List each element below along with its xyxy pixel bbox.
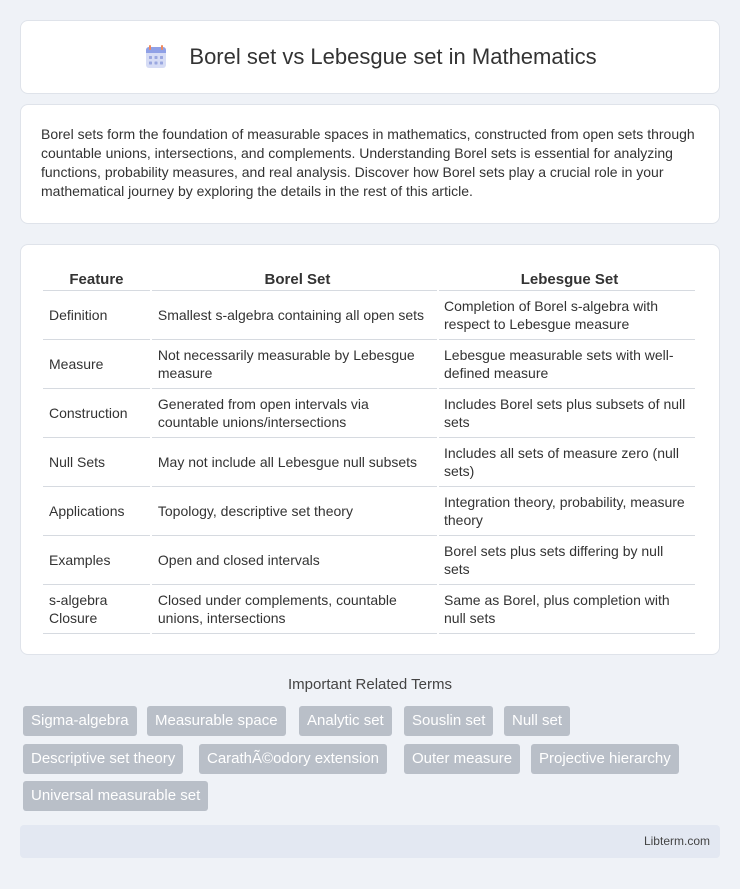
row-borel: Closed under complements, countable unions, intersections — [152, 585, 437, 634]
table-row — [43, 536, 695, 585]
row-borel: Smallest s-algebra containing all open sets — [152, 291, 437, 340]
header-borel: Borel Set — [152, 265, 437, 291]
tag-outer-measure[interactable]: Outer measure — [404, 744, 520, 774]
tag-null-set[interactable]: Null set — [504, 706, 570, 736]
row-borel: Open and closed intervals — [152, 536, 437, 585]
row-lebesgue: Integration theory, probability, measure theory — [439, 487, 695, 536]
row-borel: May not include all Lebesgue null subsets — [152, 438, 437, 487]
tag-descriptive-set-theory[interactable]: Descriptive set theory — [23, 744, 183, 774]
table-row — [43, 340, 695, 389]
tag-sigma-algebra[interactable]: Sigma-algebra — [23, 706, 137, 736]
row-borel: Topology, descriptive set theory — [152, 487, 437, 536]
comparison-table — [41, 265, 697, 634]
tag-souslin-set[interactable]: Souslin set — [404, 706, 493, 736]
row-lebesgue: Lebesgue measurable sets with well-defined measure — [439, 340, 695, 389]
row-lebesgue: Completion of Borel s-algebra with respect to Lebesgue measure — [439, 291, 695, 340]
table-row — [43, 291, 695, 340]
calendar-grid-icon — [143, 44, 169, 70]
row-feature: Construction — [43, 389, 150, 438]
footer-site-link[interactable]: Libterm.com — [643, 834, 710, 848]
tag-analytic-set[interactable]: Analytic set — [299, 706, 392, 736]
row-lebesgue: Includes Borel sets plus subsets of null sets — [439, 389, 695, 438]
row-feature: s-algebra Closure — [43, 585, 150, 634]
tag-measurable-space[interactable]: Measurable space — [147, 706, 286, 736]
title-card — [20, 20, 720, 94]
table-row — [43, 585, 695, 634]
row-lebesgue: Same as Borel, plus completion with null sets — [439, 585, 695, 634]
intro-paragraph: Borel sets form the foundation of measurable spaces in mathematics, constructed from open sets through countable unions, intersections, and complements. Understanding Borel sets is essential for analyzing functions, probability measures, and real analysis. Discover how Borel sets play a crucial role in your mathematical journey by exploring the details in the rest of this article. — [41, 126, 695, 199]
table-row — [43, 389, 695, 438]
row-feature: Null Sets — [43, 438, 150, 487]
row-feature: Applications — [43, 487, 150, 536]
header-feature: Feature — [43, 265, 150, 291]
row-borel: Not necessarily measurable by Lebesgue measure — [152, 340, 437, 389]
row-lebesgue: Borel sets plus sets differing by null sets — [439, 536, 695, 585]
row-feature: Examples — [43, 536, 150, 585]
header-lebesgue: Lebesgue Set — [439, 265, 695, 291]
row-lebesgue: Includes all sets of measure zero (null sets) — [439, 438, 695, 487]
tag-universal-measurable-set[interactable]: Universal measurable set — [23, 781, 208, 811]
tag-projective-hierarchy[interactable]: Projective hierarchy — [531, 744, 679, 774]
row-borel: Generated from open intervals via countable unions/intersections — [152, 389, 437, 438]
related-terms-title: Important Related Terms — [288, 676, 452, 693]
intro-card — [20, 104, 720, 224]
table-row — [43, 487, 695, 536]
row-feature: Definition — [43, 291, 150, 340]
table-header-row — [43, 265, 695, 291]
row-feature: Measure — [43, 340, 150, 389]
tag-caratheodory-extension[interactable]: CarathÃ©odory extension — [199, 744, 387, 774]
comparison-card — [20, 244, 720, 655]
footer — [20, 825, 720, 858]
table-row — [43, 438, 695, 487]
page-title: Borel set vs Lebesgue set in Mathematics — [189, 44, 597, 69]
